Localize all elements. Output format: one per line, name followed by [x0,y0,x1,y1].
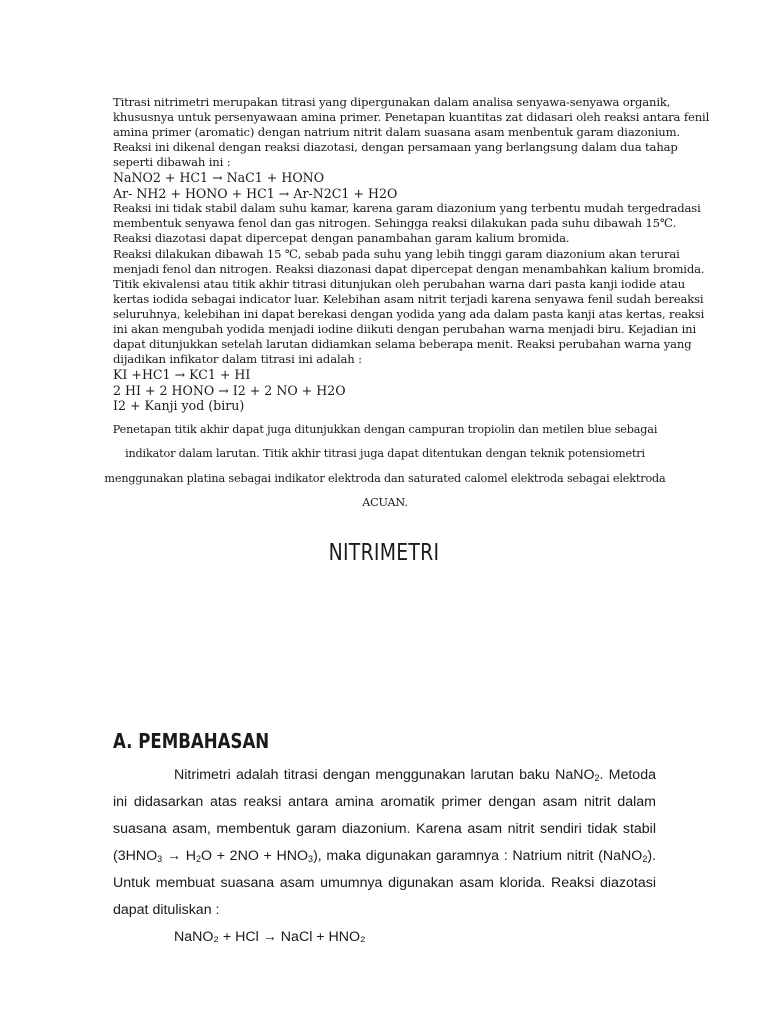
equation-line: KI +HC1 → KC1 + HI [113,367,251,383]
text-line: indikator dalam larutan. Titik akhir titrasi juga dapat ditentukan dengan teknik potensiometri [125,447,645,461]
text-line: Penetapan titik akhir dapat juga ditunjukkan dengan campuran tropiolin dan metilen blue sebagai [112,423,658,436]
equation-line: 2 HI + 2 HONO → I2 + 2 NO + H2O [113,382,346,398]
equation-line: Ar- NH2 + HONO + HC1 → Ar-N2C1 + H2O [113,185,398,201]
text-line: menggunakan platina sebagai indikator elektroda dan saturated calomel elektroda sebagai elektroda [104,471,666,485]
text-line: Reaksi ini dikenal dengan reaksi diazotasi, dengan persamaan yang berlangsung dalam dua tahap [113,140,678,155]
text-line: amina primer (aromatic) dengan natrium nitrit dalam suasana asam menbentuk garam diazonium. [113,125,680,140]
centered-text-block [100,421,670,519]
section-heading: A. PEMBAHASAN [113,729,270,753]
reaction-equation: NaNO₂ + HCl → NaCl + HNO₂ [174,929,366,945]
text-line: menjadi fenol dan nitrogen. Reaksi diazonasi dapat dipercepat dengan menambahkan kalium bromida. [113,261,705,276]
text-line: Reaksi diazotasi dapat dipercepat dengan panambahan garam kalium bromida. [113,231,570,246]
text-line: ini akan mengubah yodida menjadi iodine diikuti dengan perubahan warna menjadi biru. Kejadian ini [113,322,697,337]
text-line: Titrasi nitrimetri merupakan titrasi yang dipergunakan dalam analisa senyawa-senyawa organik, [113,95,671,109]
document-title: NITRIMETRI [328,540,440,566]
intro-text-block [113,95,710,414]
text-line: seperti dibawah ini : [113,155,231,170]
text-line: ACUAN. [362,496,408,510]
text-line: seluruhnya, kelebihan ini dapat berekasi dengan yodida yang ada dalam pasta kanji atas kertas, reaksi [113,306,705,321]
text-line: khususnya untuk persenyawaan amina primer. Penetapan kuantitas zat didasari oleh reaksi antara fenil [113,110,710,125]
equation-line: NaNO2 + HC1 → NaC1 + HONO [113,170,325,186]
text-line: dapat ditunjukkan setelah larutan didiamkan selama beberapa menit. Reaksi perubahan warna yang [113,337,692,352]
text-line: dijadikan infikator dalam titrasi ini adalah : [113,352,362,367]
body-text-block [113,762,656,951]
text-line: kertas iodida sebagai indicator luar. Kelebihan asam nitrit terjadi karena senyawa fenil sudah bereaksi [113,291,704,306]
text-line: Titik ekivalensi atau titik akhir titrasi ditunjukan oleh perubahan warna dari pasta kanji iodide atau [113,276,686,291]
text-line: Reaksi ini tidak stabil dalam suhu kamar, karena garam diazonium yang terbentu mudah tergedradasi [113,201,701,216]
text-line: membentuk senyawa fenol dan gas nitrogen. Sehingga reaksi dilakukan pada suhu dibawah 15℃. [113,216,677,231]
equation-line: I2 + Kanji yod (biru) [113,398,245,414]
body-paragraph: Nitrimetri adalah titrasi dengan menggunakan larutan baku NaNO$_2$. Metoda ini didasarkan atas reaksi antara amina aromatik primer dengan asam nitrit dalam suasana asam, membentuk garam diazonium. Karena asam nitrit sendiri tidak stabil $(3HNO_3 \to H_2O + 2NO + HNO_3)$, maka digunakan garamnya : Natrium nitrit (NaNO$_2$). Untuk membuat suasana asam umumnya digunakan asam klorida. Reaksi diazotasi dapat dituliskan : [113,767,657,918]
text-line: Reaksi dilakukan dibawah 15 ℃, sebab pada suhu yang lebih tinggi garam diazonium akan terurai [113,246,680,261]
